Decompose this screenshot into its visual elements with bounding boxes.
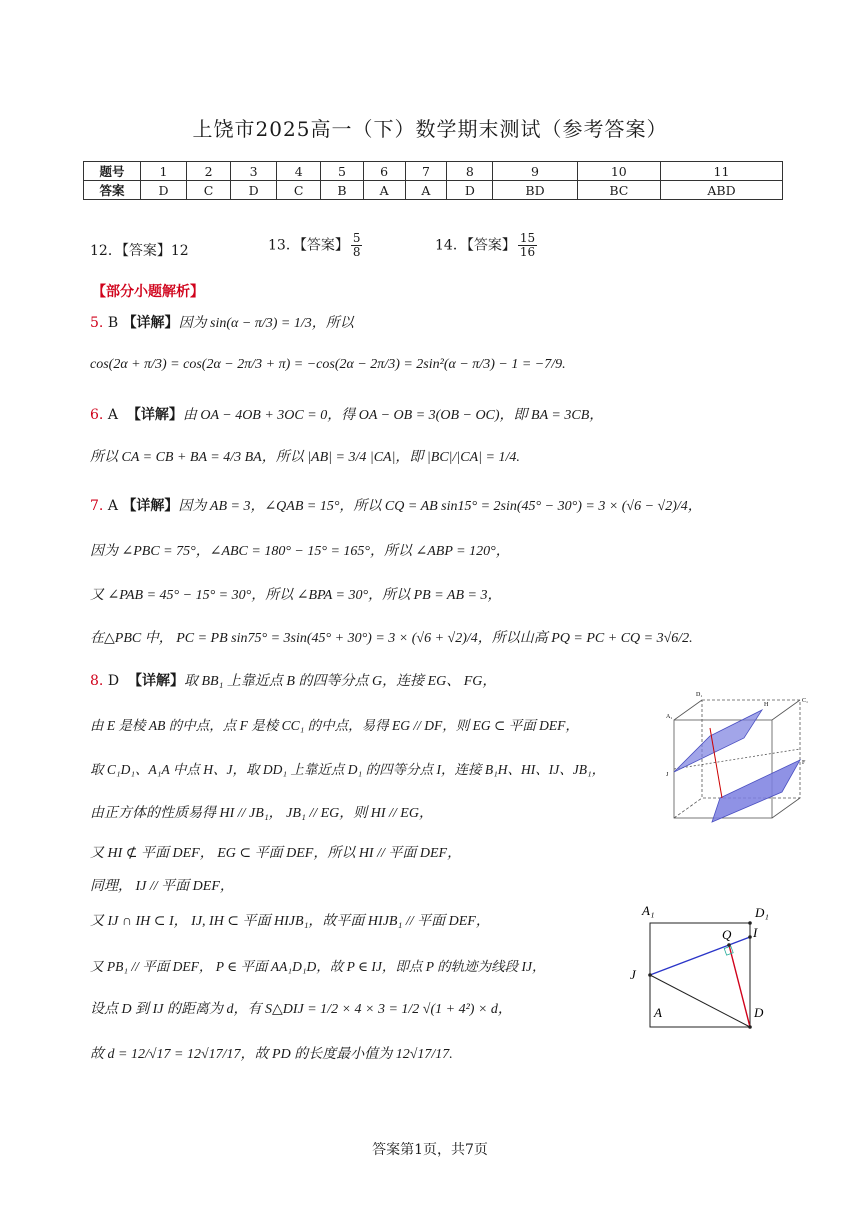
plane-def bbox=[712, 760, 800, 822]
q8-line-9: 设点 D 到 IJ 的距离为 d，有 S△DIJ = 1/2 × 4 × 3 = 1/2 √(1 + 4²) × d， bbox=[90, 1002, 512, 1017]
q6-line-1: 6. A 【详解】由 OA − 4OB + 3OC = 0，得 OA − OB = 3(OB − OC)，即 BA = 3CB， bbox=[90, 407, 604, 423]
q6-line-2: 所以 CA = CB + BA = 4/3 BA，所以 |AB| = 3/4 |CA|，即 |BC|/|CA| = 1/4. bbox=[90, 450, 520, 465]
answer-cell: C bbox=[277, 181, 321, 200]
q7-line-1: 7. A 【详解】因为 AB = 3，∠QAB = 15°，所以 CQ = AB sin15° = 2sin(45° − 30°) = 3 × (√6 − √2)/4， bbox=[90, 498, 702, 514]
answer-cell: C bbox=[187, 181, 231, 200]
fill-answer-12: 12．【答案】12 bbox=[90, 243, 189, 259]
figure-label: J bbox=[630, 967, 636, 982]
table-header-cell: 题号 bbox=[84, 162, 141, 181]
question-number-cell: 2 bbox=[187, 162, 231, 181]
svg-text:J: J bbox=[666, 772, 669, 778]
page-title: 上饶市2025高一（下）数学期末测试（参考答案） bbox=[192, 117, 668, 141]
figure-label: D₁ bbox=[755, 905, 769, 920]
answer-cell: D bbox=[141, 181, 187, 200]
cube-figure bbox=[664, 688, 814, 838]
answer-cell: A bbox=[363, 181, 405, 200]
q8-line-4: 由正方体的性质易得 HI // JB₁， JB₁ // EG，则 HI // EG， bbox=[90, 806, 433, 821]
figure-label: A₁ bbox=[642, 903, 655, 918]
question-number-cell: 7 bbox=[405, 162, 447, 181]
q8-line-2: 由 E 是棱 AB 的中点，点 F 是棱 CC₁ 的中点，易得 EG // DF，则 EG ⊂ 平面 DEF， bbox=[90, 718, 579, 733]
figure-label: I bbox=[753, 925, 758, 940]
q8-line-3: 取 C₁D₁、A₁A 中点 H、J，取 DD₁ 上靠近点 D₁ 的四等分点 I，连接 B₁H、HI、IJ、JB₁， bbox=[90, 762, 606, 777]
q5-line-1: 5. B 【详解】因为 sin(α − π/3) = 1/3，所以 bbox=[90, 315, 354, 331]
plane-hijb1 bbox=[674, 710, 762, 772]
q8-line-10: 故 d = 12/√17 = 12√17/17，故 PD 的长度最小值为 12√17/17. bbox=[90, 1047, 453, 1062]
answer-cell: D bbox=[447, 181, 493, 200]
svg-text:C₁: C₁ bbox=[802, 698, 809, 704]
answer-cell: B bbox=[321, 181, 363, 200]
q7-line-2: 因为 ∠PBC = 75°，∠ABC = 180° − 15° = 165°，所以 ∠ABP = 120°， bbox=[90, 544, 510, 559]
q8-line-7: 又 IJ ∩ IH ⊂ I， IJ, IH ⊂ 平面 HIJB₁，故平面 HIJB₁ // 平面 DEF， bbox=[90, 914, 490, 929]
answer-cell: BD bbox=[493, 181, 577, 200]
question-number-cell: 8 bbox=[447, 162, 493, 181]
figure-label: D bbox=[754, 1005, 764, 1020]
q7-line-4: 在△PBC 中， PC = PB sin75° = 3sin(45° + 30°) = 3 × (√6 + √2)/4，所以山高 PQ = PC + CQ = 3√6/2. bbox=[90, 631, 693, 646]
question-number-cell: 4 bbox=[277, 162, 321, 181]
answer-table bbox=[83, 161, 783, 200]
question-number-cell: 3 bbox=[231, 162, 277, 181]
question-number-cell: 11 bbox=[660, 162, 782, 181]
answer-cell: BC bbox=[577, 181, 660, 200]
answer-cell: ABD bbox=[660, 181, 782, 200]
question-number-cell: 5 bbox=[321, 162, 363, 181]
question-number-cell: 1 bbox=[141, 162, 187, 181]
q5-line-2: cos(2α + π/3) = cos(2α − 2π/3 + π) = −cos(2α − 2π/3) = 2sin²(α − π/3) − 1 = −7/9. bbox=[90, 357, 566, 372]
svg-text:H: H bbox=[764, 702, 769, 708]
svg-text:D₁: D₁ bbox=[696, 692, 703, 698]
q7-line-3: 又 ∠PAB = 45° − 15° = 30°，所以 ∠BPA = 30°，所以 PB = AB = 3， bbox=[90, 588, 502, 603]
question-number-cell: 10 bbox=[577, 162, 660, 181]
square-figure bbox=[628, 897, 778, 1037]
answer-cell: D bbox=[231, 181, 277, 200]
svg-text:F: F bbox=[802, 760, 806, 766]
q8-line-5: 又 HI ⊄ 平面 DEF， EG ⊂ 平面 DEF，所以 HI // 平面 DEF， bbox=[90, 846, 462, 861]
answer-cell: A bbox=[405, 181, 447, 200]
figure-label: Q bbox=[722, 927, 732, 942]
page-footer: 答案第1页，共7页 bbox=[372, 1142, 488, 1158]
table-row bbox=[84, 181, 783, 200]
svg-text:A₁: A₁ bbox=[666, 714, 673, 720]
table-row bbox=[84, 162, 783, 181]
figure-label: A bbox=[654, 1005, 662, 1020]
q8-line-6: 同理， IJ // 平面 DEF， bbox=[90, 879, 234, 894]
fill-answer-13: 13．【答案】 $\frac{5}{8}$ bbox=[268, 231, 361, 259]
section-heading: 【部分小题解析】 bbox=[92, 284, 204, 300]
q8-line-8: 又 PB₁ // 平面 DEF， P ∈ 平面 AA₁D₁D，故 P ∈ IJ，即点 P 的轨迹为线段 IJ， bbox=[90, 959, 546, 974]
question-number-cell: 6 bbox=[363, 162, 405, 181]
table-header-cell: 答案 bbox=[84, 181, 141, 200]
question-number-cell: 9 bbox=[493, 162, 577, 181]
fill-answer-14: 14．【答案】 $\frac{15}{16}$ bbox=[435, 231, 536, 259]
q8-line-1: 8. D 【详解】取 BB₁ 上靠近点 B 的四等分点 G，连接 EG、 FG， bbox=[90, 673, 497, 689]
